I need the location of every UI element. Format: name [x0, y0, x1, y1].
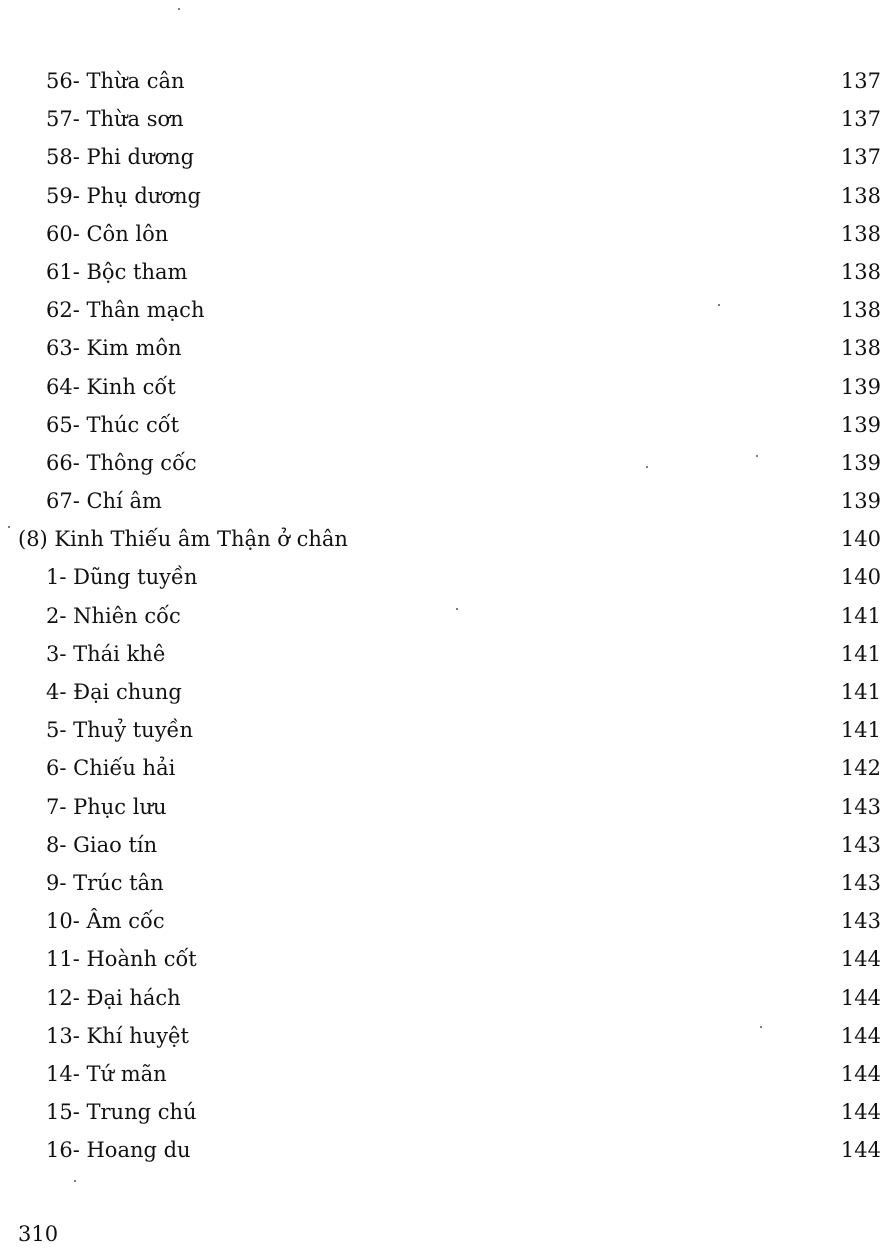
toc-entry-page: 144 — [840, 1023, 881, 1048]
scan-speck — [646, 466, 648, 468]
toc-entry — [0, 597, 883, 635]
page-number: 310 — [18, 1222, 59, 1246]
toc-entry — [0, 635, 883, 673]
toc-entry — [0, 1131, 883, 1169]
toc-entry-page: 138 — [840, 183, 881, 208]
scan-speck — [718, 304, 720, 306]
toc-entry — [0, 864, 883, 902]
toc-entry-title: 5- Thuỷ tuyền — [46, 718, 193, 743]
toc-entry — [0, 940, 883, 978]
toc-entry — [0, 62, 883, 100]
table-of-contents — [0, 62, 883, 1169]
toc-entry-title: 67- Chí âm — [46, 489, 162, 514]
scan-speck — [74, 1180, 76, 1182]
toc-entry — [0, 215, 883, 253]
toc-entry — [0, 406, 883, 444]
toc-entry-title: 57- Thừa sơn — [46, 107, 184, 132]
toc-entry — [0, 826, 883, 864]
toc-entry — [0, 749, 883, 787]
toc-entry — [0, 368, 883, 406]
toc-entry-title: 64- Kinh cốt — [46, 374, 176, 399]
toc-entry-title: 6- Chiếu hải — [46, 756, 176, 781]
toc-entry-page: 140 — [840, 565, 881, 590]
toc-entry-title: 14- Tứ mãn — [46, 1061, 167, 1086]
toc-entry — [0, 1017, 883, 1055]
toc-entry-title: 56- Thừa cân — [46, 69, 185, 93]
toc-entry-title: 12- Đại hách — [46, 985, 181, 1010]
toc-entry-title: 62- Thân mạch — [46, 298, 205, 323]
toc-entry-title: 1- Dũng tuyền — [46, 565, 198, 590]
toc-entry — [0, 788, 883, 826]
toc-entry-page: 143 — [840, 832, 881, 857]
toc-entry-title: 2- Nhiên cốc — [46, 603, 181, 628]
toc-entry-page: 144 — [840, 1100, 881, 1125]
toc-section-heading — [0, 520, 883, 558]
toc-entry-page: 144 — [840, 1138, 881, 1163]
toc-entry-title: (8) Kinh Thiếu âm Thận ở chân — [18, 527, 348, 552]
toc-entry — [0, 482, 883, 520]
toc-entry-page: 139 — [840, 374, 881, 399]
toc-entry-page: 139 — [840, 450, 881, 475]
toc-entry-page: 137 — [840, 107, 881, 132]
toc-entry — [0, 138, 883, 176]
toc-entry-page: 142 — [840, 756, 881, 781]
scan-speck — [8, 526, 10, 528]
scan-speck — [456, 608, 458, 610]
toc-entry-title: 60- Côn lôn — [46, 221, 169, 246]
toc-entry — [0, 329, 883, 367]
toc-entry-title: 8- Giao tín — [46, 832, 158, 857]
toc-entry-title: 10- Âm cốc — [46, 909, 165, 934]
toc-entry-page: 138 — [840, 259, 881, 284]
toc-entry — [0, 1055, 883, 1093]
toc-entry-title: 11- Hoành cốt — [46, 947, 197, 972]
toc-entry-title: 16- Hoang du — [46, 1138, 191, 1163]
toc-entry-page: 138 — [840, 336, 881, 361]
toc-entry — [0, 558, 883, 596]
toc-entry-title: 65- Thúc cốt — [46, 412, 180, 437]
toc-entry-title: 9- Trúc tân — [46, 870, 164, 895]
scan-speck — [178, 8, 180, 10]
scan-speck — [756, 455, 758, 457]
toc-entry-title: 7- Phục lưu — [46, 794, 167, 819]
toc-entry-title: 13- Khí huyệt — [46, 1023, 189, 1048]
toc-entry-page: 137 — [840, 69, 881, 93]
toc-entry-page: 138 — [840, 221, 881, 246]
scan-speck — [760, 1026, 762, 1028]
toc-entry-title: 15- Trung chú — [46, 1100, 197, 1125]
toc-entry-page: 137 — [840, 145, 881, 170]
toc-entry — [0, 711, 883, 749]
toc-entry-title: 4- Đại chung — [46, 680, 182, 704]
toc-entry — [0, 291, 883, 329]
toc-entry-title: 3- Thái khê — [46, 641, 166, 666]
toc-entry-title: 59- Phụ dương — [46, 183, 201, 208]
toc-entry — [0, 253, 883, 291]
toc-entry-title: 61- Bộc tham — [46, 259, 188, 284]
toc-entry-page: 143 — [840, 870, 881, 895]
toc-entry — [0, 673, 883, 711]
toc-entry-page: 141 — [840, 603, 881, 628]
toc-entry-page: 141 — [840, 718, 881, 743]
toc-entry — [0, 444, 883, 482]
toc-entry-page: 143 — [840, 909, 881, 934]
toc-entry-title: 66- Thông cốc — [46, 450, 197, 475]
toc-entry-page: 138 — [840, 298, 881, 323]
toc-entry-page: 139 — [840, 412, 881, 437]
toc-entry-page: 141 — [840, 641, 881, 666]
toc-entry-page: 141 — [840, 680, 881, 704]
toc-entry-page: 144 — [840, 947, 881, 972]
toc-entry-title: 58- Phi dương — [46, 145, 195, 170]
toc-entry-page: 144 — [840, 1061, 881, 1086]
toc-entry — [0, 177, 883, 215]
toc-entry — [0, 100, 883, 138]
toc-entry-page: 140 — [840, 527, 881, 552]
toc-entry-title: 63- Kim môn — [46, 336, 182, 361]
toc-entry — [0, 902, 883, 940]
toc-entry — [0, 1093, 883, 1131]
toc-entry-page: 139 — [840, 489, 881, 514]
toc-entry-page: 144 — [840, 985, 881, 1010]
toc-entry-page: 143 — [840, 794, 881, 819]
toc-entry — [0, 979, 883, 1017]
